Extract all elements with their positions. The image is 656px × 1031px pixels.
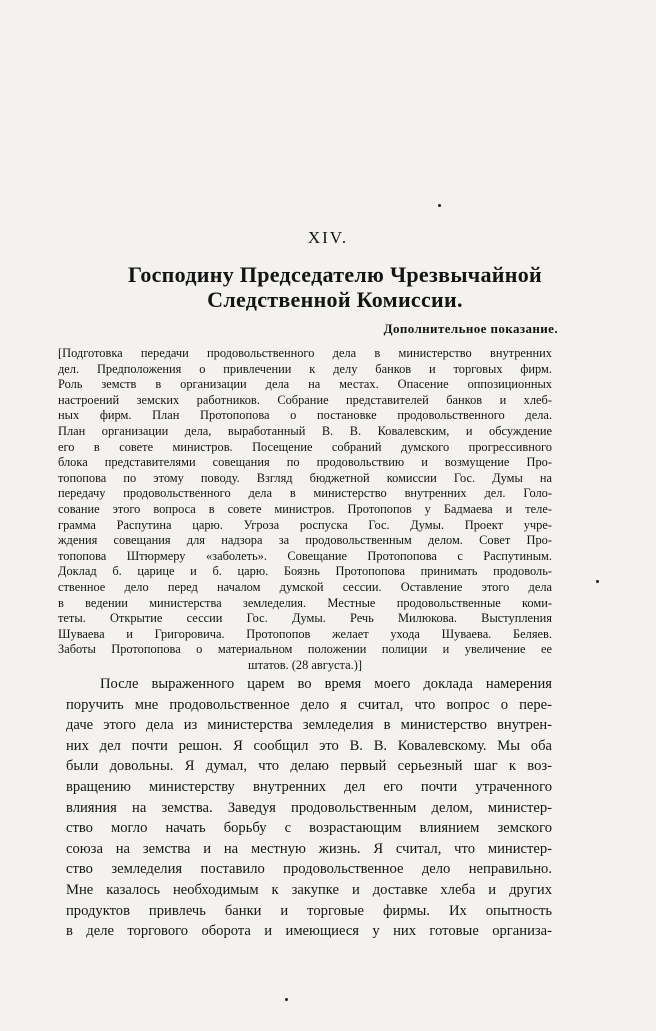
body-line: ство могло начать борьбу с возрастающим влиянием земского bbox=[66, 820, 552, 837]
body-line: влияния на земства. Заведуя продовольственным делом, министер- bbox=[66, 799, 552, 816]
summary-line: настроений земских работников. Собрание представителей банков и хлеб- bbox=[58, 392, 552, 407]
title-line: Господину Председателю Чрезвычайной bbox=[127, 262, 543, 287]
page-title bbox=[40, 262, 630, 312]
summary-line: Доклад б. царице и б. царю. Боязнь Протопопова принимать продоволь- bbox=[58, 564, 552, 579]
body-text bbox=[66, 674, 552, 942]
body-line: вращению министерству внутренних дел его почти утраченного bbox=[66, 778, 552, 795]
summary-line: дел. Предположения о привлечении к делу банков и торговых фирм. bbox=[58, 361, 552, 376]
print-speck bbox=[438, 204, 441, 207]
summary-line: в ведении министерства земледелия. Местные продовольственные коми- bbox=[58, 595, 552, 610]
summary-line: штатов. (28 августа.)] bbox=[248, 657, 362, 672]
summary-line: грамма Распутина царю. Угроза роспуска Гос. Думы. Проект учре- bbox=[58, 517, 552, 532]
summary-line: Шуваева и Григоровича. Протопопов желает ухода Шуваева. Беляев. bbox=[58, 626, 552, 641]
title-line: Следственной Комиссии. bbox=[207, 287, 463, 312]
print-speck bbox=[285, 998, 288, 1001]
body-line: Мне казалось необходимым к закупке и доставке хлеба и других bbox=[66, 881, 552, 898]
chapter-number: XIV. bbox=[307, 228, 349, 247]
body-line: ство земледелия поставило продовольственное дело неправильно. bbox=[66, 861, 552, 878]
summary-line: его в совете министров. Посещение собраний думского прогрессивного bbox=[58, 439, 552, 454]
summary-paragraph bbox=[58, 346, 552, 673]
body-line: них дел почти решон. Я сообщил это В. В. Ковалевскому. Мы оба bbox=[66, 737, 552, 754]
summary-line: План организации дела, выработанный В. В. Ковалевским, и обсуждение bbox=[58, 423, 552, 438]
body-line: союза на земства и на местную жизнь. Я считал, что министер- bbox=[66, 840, 552, 857]
summary-line: [Подготовка передачи продовольственного дела в министерство внутренних bbox=[58, 346, 552, 360]
summary-line: Роль земств в организации дела на местах. Опасение оппозиционных bbox=[58, 377, 552, 392]
summary-line: сование этого вопроса в совете министров. Протопопов у Бадмаева и теле- bbox=[58, 501, 552, 516]
print-speck bbox=[596, 580, 599, 583]
body-line: в деле торгового оборота и имеющиеся у них готовые организа- bbox=[66, 923, 552, 940]
body-line: даче этого дела из министерства земледелия в министерство внутрен- bbox=[66, 717, 552, 734]
summary-line: ственное дело перед началом думской сессии. Оставление этого дела bbox=[58, 579, 552, 594]
summary-line: теты. Открытие сессии Гос. Думы. Речь Милюкова. Выступления bbox=[58, 611, 552, 626]
body-line: были довольны. Я думал, что делаю первый серьезный шаг к воз- bbox=[66, 758, 552, 775]
summary-line: Заботы Протопопова о материальном положении полиции и увеличение ее bbox=[58, 642, 552, 657]
summary-line: блока представителями совещания по продовольствию и возмущение Про- bbox=[58, 455, 552, 470]
summary-line: ждения совещания для надзора за продовольственным делом. Совет Про- bbox=[58, 533, 552, 548]
summary-line: топопова Штюрмеру «заболеть». Совещание Протопопова с Распутиным. bbox=[58, 548, 552, 563]
body-line: поручить мне продовольственное дело я считал, что вопрос о пере- bbox=[66, 696, 552, 713]
summary-line: топопова по этому поводу. Взгляд бюджетной комиссии Гос. Думы на bbox=[58, 470, 552, 485]
body-line: продуктов привлечь банки и торговые фирмы. Их опытность bbox=[66, 902, 552, 919]
body-line: После выраженного царем во время моего доклада намерения bbox=[100, 676, 552, 692]
subtitle: Дополнительное показание. bbox=[383, 321, 558, 336]
summary-line: ных фирм. План Протопопова о постановке продовольственного дела. bbox=[58, 408, 552, 423]
summary-line: передачу продовольственного дела в министерство внутренних дел. Голо- bbox=[58, 486, 552, 501]
